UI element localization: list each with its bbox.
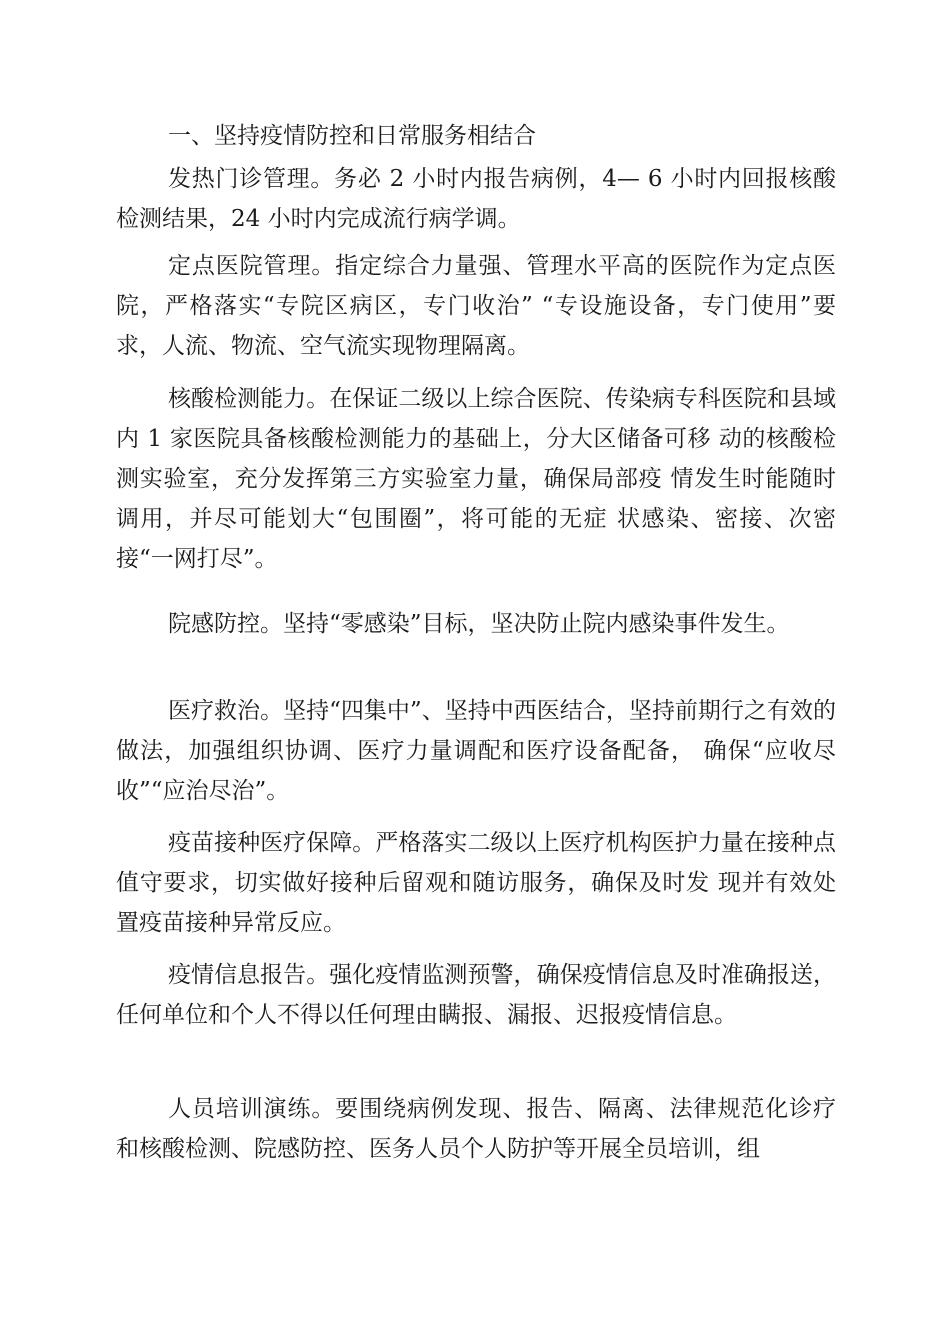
- paragraph-staff-training: 人员培训演练。要围绕病例发现、报告、隔离、法律规范化诊疗 和核酸检测、院感防控、医务人员个人防护等开展全员培训，组: [116, 1096, 836, 1162]
- paragraph-epidemic-reporting: 疫情信息报告。强化疫情监测预警，确保疫情信息及时准确报送，任何单位和个人不得以任何理由瞒报、漏报、迟报疫情信息。: [116, 962, 836, 1028]
- paragraph-nucleic-acid-testing: 核酸检测能力。在保证二级以上综合医院、传染病专科医院和县域内 1 家医院具备核酸检测能力的基础上，分大区储备可移 动的核酸检测实验室，充分发挥第三方实验室力量，确保局部疫 情发生时能随时调用，并尽可能划大“包围圈”，将可能的无症 状感染、密接、次密接“一网打尽”。: [116, 386, 836, 572]
- paragraph-vaccination-support: 疫苗接种医疗保障。严格落实二级以上医疗机构医护力量在接种点值守要求，切实做好接种后留观和随访服务，确保及时发 现并有效处置疫苗接种异常反应。: [116, 830, 836, 936]
- paragraph-designated-hospital: 定点医院管理。指定综合力量强、管理水平高的医院作为定点医院，严格落实“专院区病区，专门收治” “专设施设备，专门使用”要求，人流、物流、空气流实现物理隔离。: [116, 253, 836, 359]
- paragraph-infection-control: 院感防控。坚持“零感染”目标，坚决防止院内感染事件发生。: [168, 611, 790, 637]
- section-heading: 一、坚持疫情防控和日常服务相结合: [168, 123, 536, 149]
- paragraph-medical-treatment: 医疗救治。坚持“四集中”、坚持中西医结合，坚持前期行之有效的做法，加强组织协调、医疗力量调配和医疗设备配备， 确保“应收尽收”“应治尽治”。: [116, 698, 836, 804]
- paragraph-fever-clinic: 发热门诊管理。务必 2 小时内报告病例，4— 6 小时内回报核酸检测结果，24 小时内完成流行病学调。: [116, 166, 836, 232]
